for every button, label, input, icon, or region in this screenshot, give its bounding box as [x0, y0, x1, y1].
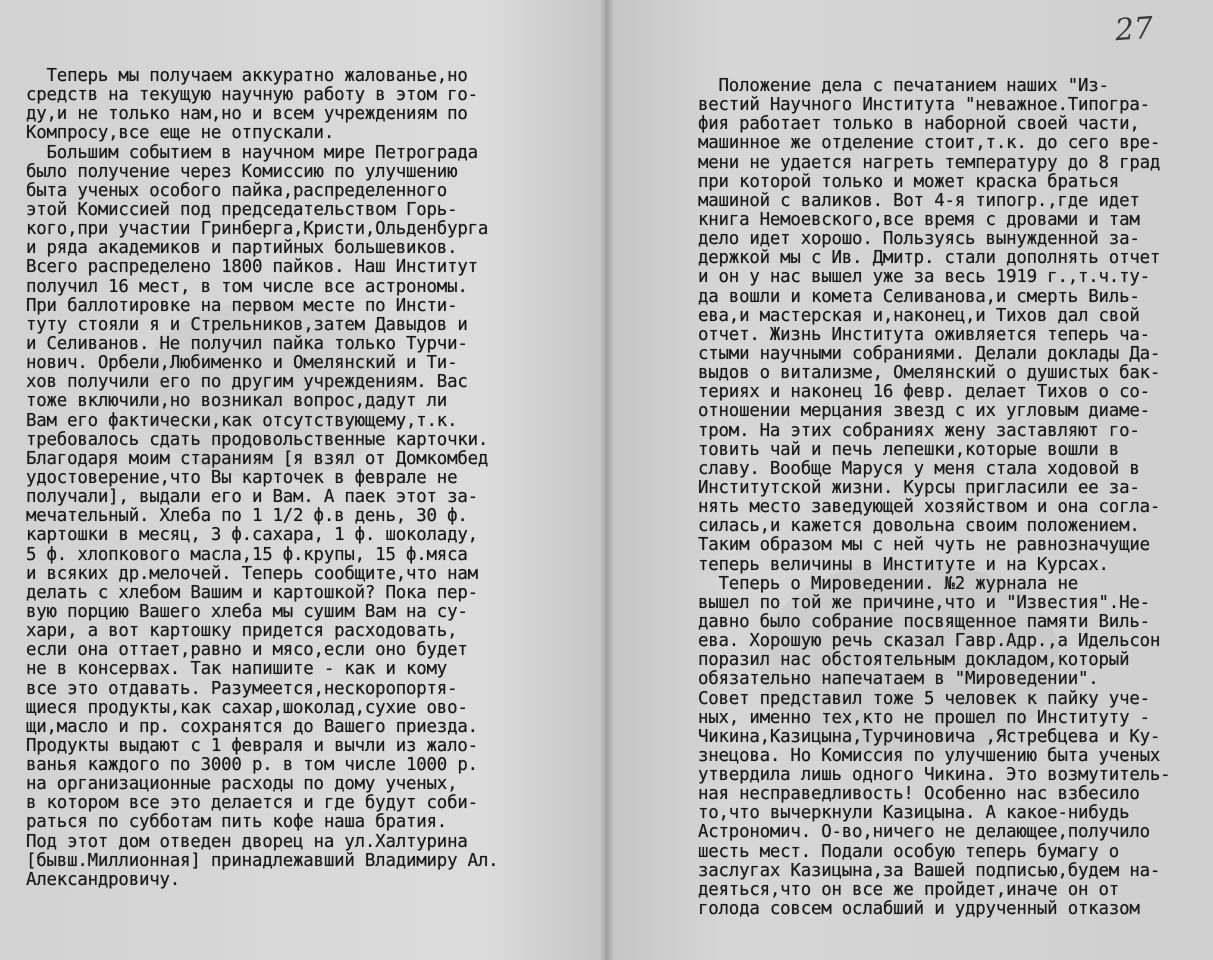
- text-line: средств на текущую научную работу в этом го-: [26, 85, 478, 106]
- text-line: знецова. Но Комиссия по улучшению быта ученых: [698, 745, 1161, 766]
- text-line: вышел по той же причине,что и "Известия".Не-: [698, 592, 1150, 613]
- text-line: Вам его фактически,как отсутствующему,т.к.: [26, 410, 458, 431]
- text-line: деяться,что он все же пройдет,иначе он от: [698, 879, 1120, 900]
- text-line: и Селиванов. Не получил пайка только Турчи-: [26, 333, 468, 354]
- right-page-text: [698, 77, 1170, 919]
- text-line: поразил нас обстоятельным докладом,который: [698, 650, 1130, 671]
- text-line: быта ученых особого пайка,распределенного: [26, 180, 448, 201]
- text-line: тром. На этих собраниях жену заставляют го-: [698, 420, 1140, 441]
- text-line: в котором все это делается и где будут соби-: [26, 793, 478, 814]
- page-number: 27: [1113, 10, 1155, 49]
- text-line: если она оттает,равно и мясо,если оно будет: [26, 640, 468, 661]
- text-line: мени не удается нагреть температуру до 8 град: [698, 152, 1161, 173]
- text-line: шесть мест. Подали особую теперь бумагу о: [698, 841, 1120, 862]
- left-page: [0, 0, 606, 960]
- text-line: делать с хлебом Вашим и картошкой? Пока пер-: [26, 582, 478, 603]
- text-line: не в консервах. Так напишите - как и кому: [26, 659, 448, 680]
- text-line: обязательно напечатаем в "Мироведении".: [698, 669, 1099, 690]
- text-line: хов получили его по другим учреждениям. Вас: [26, 372, 468, 393]
- text-line: Совет представил тоже 5 человек к пайку уче-: [698, 688, 1150, 709]
- text-line: дело идет хорошо. Пользуясь вынужденной за-: [698, 229, 1140, 250]
- text-line: Положение дела с печатанием наших "Из-: [698, 76, 1109, 96]
- text-line: Под этот дом отведен дворец на ул.Халтурина: [26, 831, 468, 852]
- text-line: щиеся продукты,как сахар,шоколад,сухие ово-: [26, 697, 468, 718]
- text-line: нович. Орбели,Любименко и Омелянский и Ти-: [26, 353, 458, 374]
- left-page-text: [26, 67, 498, 890]
- text-line: ду,и не только нам,но и всем учреждениям по: [26, 104, 468, 125]
- text-line: кого,при участии Гринберга,Кристи,Ольденбурга: [26, 219, 489, 240]
- text-line: ная несправедливость! Особенно нас взбесило: [698, 784, 1140, 805]
- text-line: Таким образом мы с ней чуть не равнозначущие: [698, 535, 1150, 556]
- text-line: Теперь о Мироведении. №2 журнала не: [698, 573, 1078, 594]
- text-line: получали], выдали его и Вам. А паек этот за-: [26, 487, 478, 508]
- text-line: стыми научными собраниями. Делали доклады Да-: [698, 343, 1161, 364]
- text-line: ева,и мастерская и,наконец,и Тихов дал свой: [698, 305, 1140, 326]
- text-line: и всяких др.мелочей. Теперь сообщите,что нам: [26, 563, 478, 584]
- text-line: Теперь мы получаем аккуратно жалованье,но: [26, 66, 468, 86]
- text-line: фия работает только в наборной своей части,: [698, 114, 1140, 135]
- text-line: голода совсем ослабший и удрученный отказом: [698, 899, 1140, 920]
- text-line: 5 ф. хлопкового масла,15 ф.крупы, 15 ф.мяса: [26, 544, 468, 565]
- text-line: было получение через Комиссию по улучшению: [26, 161, 458, 182]
- text-line: давно было собрание посвященное памяти Виль-: [698, 611, 1150, 632]
- text-line: отчет. Жизнь Института оживляется теперь ча-: [698, 324, 1150, 345]
- text-line: ванья каждого по 3000 р. в том числе 1000 р.: [26, 755, 478, 776]
- text-line: да вошли и комета Селиванова,и смерть Виль-: [698, 286, 1140, 307]
- text-line: Компросу,все еще не отпускали.: [26, 123, 335, 144]
- text-line: раться по субботам пить кофе наша братия.: [26, 812, 448, 833]
- text-line: книга Немоевского,все время с дровами и там: [698, 209, 1140, 230]
- text-line: щи,масло и пр. сохранятся до Вашего приезда.: [26, 716, 478, 737]
- text-line: машинное же отделение стоит,т.к. до сего вре-: [698, 133, 1161, 154]
- text-line: требовалось сдать продовольственные карточки.: [26, 429, 489, 450]
- text-line: и ряда академиков и партийных большевиков.: [26, 238, 458, 259]
- text-line: хари, а вот картошку придется расходовать,: [26, 621, 458, 642]
- text-line: Продукты выдают с 1 февраля и вычли из жало-: [26, 735, 478, 756]
- text-line: Большим событием в научном мире Петрограда: [26, 142, 478, 163]
- text-line: Астрономич. О-во,ничего не делающее,получило: [698, 822, 1150, 843]
- text-line: славу. Вообще Маруся у меня стала ходовой в: [698, 458, 1140, 479]
- text-line: тоже включили,но возникал вопрос,дадут ли: [26, 391, 448, 412]
- text-line: выдов о витализме, Омелянский о душистых бак-: [698, 363, 1161, 384]
- text-line: все это отдавать. Разумеется,нескоропортя-: [26, 678, 458, 699]
- text-line: Всего распределено 1800 пайков. Наш Институт: [26, 257, 478, 278]
- text-line: этой Комиссией под председательством Горь-: [26, 199, 458, 220]
- text-line: машиной с валиков. Вот 4-я типогр.,где идет: [698, 190, 1140, 211]
- text-line: вестий Научного Института "неважное.Типогра-: [698, 95, 1150, 116]
- text-line: териях и наконец 16 февр. делает Тихов о со-: [698, 382, 1150, 403]
- text-line: заслугах Казицына,за Вашей подписью,будем на-: [698, 860, 1161, 881]
- text-line: мечательный. Хлеба по 1 1/2 ф.в день, 30 ф.: [26, 506, 468, 527]
- text-line: товить чай и печь лепешки,которые вошли в: [698, 439, 1120, 460]
- text-line: [бывш.Миллионная] принадлежавший Владимиру Ал.: [26, 850, 499, 871]
- text-line: получил 16 мест, в том числе все астрономы.: [26, 276, 468, 297]
- text-line: на организационные расходы по дому ученых,: [26, 774, 458, 795]
- text-line: картошки в месяц, 3 ф.сахара, 1 ф. шоколаду,: [26, 525, 478, 546]
- text-line: то,что вычеркнули Казицына. А какое-нибудь: [698, 803, 1130, 824]
- text-line: утвердила лишь одного Чикина. Это возмутитель-: [698, 765, 1171, 786]
- text-line: Чикина,Казицына,Турчиновича ,Ястребцева и Ку-: [698, 726, 1161, 747]
- text-line: нять место заведующей хозяйством и она согла-: [698, 497, 1161, 518]
- text-line: ных, именно тех,кто не прошел по Институту -: [698, 707, 1150, 728]
- text-line: туту стояли я и Стрельников,затем Давыдов и: [26, 314, 468, 335]
- text-line: Александровичу.: [26, 869, 181, 890]
- text-line: Благодаря моим стараниям [я взял от Домкомбед: [26, 448, 489, 469]
- text-line: ева. Хорошую речь сказал Гавр.Адр.,а Идельсон: [698, 631, 1161, 652]
- text-line: удостоверение,что Вы карточек в феврале не: [26, 467, 458, 488]
- text-line: при которой только и может краска браться: [698, 171, 1120, 192]
- text-line: вую порцию Вашего хлеба мы сушим Вам на су-: [26, 601, 468, 622]
- text-line: Институтской жизни. Курсы пригласили ее за-: [698, 477, 1140, 498]
- right-page: [606, 0, 1213, 960]
- text-line: и он у нас вышел уже за весь 1919 г.,т.ч.ту-: [698, 267, 1150, 288]
- text-line: теперь величины в Институте и на Курсах.: [698, 554, 1109, 575]
- text-line: держкой мы с Ив. Дмитр. стали дополнять отчет: [698, 248, 1161, 269]
- text-line: При баллотировке на первом месте по Инсти-: [26, 295, 458, 316]
- text-line: отношении мерцания звезд с их угловым диаме-: [698, 401, 1150, 422]
- text-line: силась,и кажется довольна своим положением.: [698, 516, 1140, 537]
